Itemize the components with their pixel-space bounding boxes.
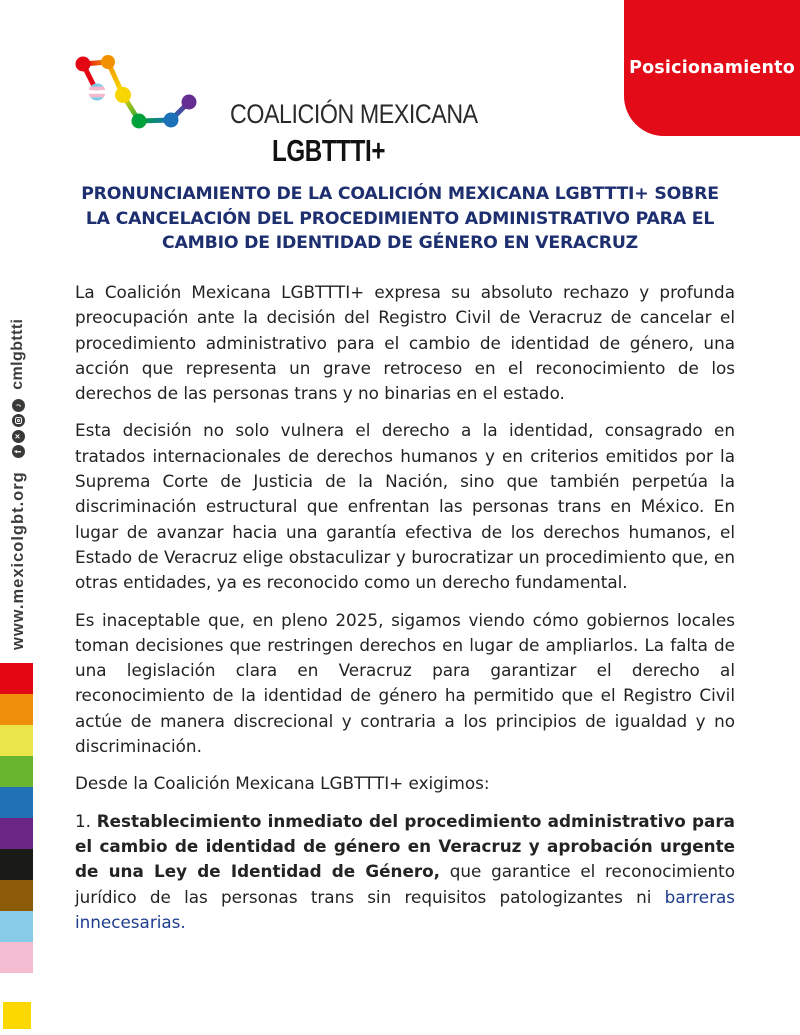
social-icons (12, 399, 25, 459)
facebook-icon[interactable]: f (12, 445, 25, 458)
pride-stripe-block (0, 694, 33, 725)
demand-item-1 (75, 809, 735, 935)
badge-label: Posicionamiento (629, 58, 795, 78)
demand-bold-text: Restablecimiento inmediato del procedimiento administrativo para el cambio de identidad de género en Veracruz y aprobación urgente de una Ley de Identidad de Género, (75, 810, 735, 882)
instagram-icon[interactable] (12, 414, 25, 427)
posicionamiento-badge (624, 0, 800, 136)
demand-link[interactable]: barreras innecesarias. (75, 886, 735, 932)
social-handle[interactable]: cmlgbttti (9, 318, 26, 390)
statement-title-line-1: PRONUNCIAMIENTO DE LA COALICIÓN MEXICANA LGBTTTI+ SOBRE (81, 184, 719, 204)
statement-title (62, 182, 738, 256)
logo-dot-trans (88, 83, 106, 101)
pride-stripe (0, 663, 33, 973)
logo-dot-yellow (115, 87, 131, 103)
x-icon[interactable]: ✕ (12, 430, 25, 443)
yellow-corner-square (3, 1002, 31, 1029)
vertical-side-rail (5, 300, 31, 650)
pride-stripe-block (0, 787, 33, 818)
logo-dot-orange (101, 55, 115, 69)
pride-stripe-block (0, 942, 33, 973)
statement-title-line-3: CAMBIO DE IDENTIDAD DE GÉNERO EN VERACRUZ (161, 233, 638, 253)
statement-title-line-2: LA CANCELACIÓN DEL PROCEDIMIENTO ADMINISTRATIVO PARA EL (85, 208, 715, 229)
pride-stripe-block (0, 725, 33, 756)
paragraph-3: Es inaceptable que, en pleno 2025, sigamos viendo cómo gobiernos locales toman decisiones que restringen derechos en lugar de ampliarlos. La falta de una legislación clara en Veracruz para garantizar el derecho al reconocimiento de la identidad de género ha permitido que el Registro Civil actúe de manera discrecional y contraria a los principios de igualdad y no discriminación. (75, 609, 735, 757)
pride-stripe-block (0, 756, 33, 787)
pride-stripe-block (0, 818, 33, 849)
tiktok-icon[interactable]: ♪ (12, 399, 25, 412)
pride-stripe-block (0, 880, 33, 911)
logo-wordmark: COALICIÓN MEXICANA (230, 99, 478, 129)
logo-network-icon (60, 42, 210, 142)
demand-regular-text: que garantice el reconocimiento jurídico de las personas trans sin requisitos patologizantes ni (75, 861, 735, 907)
demand-number: 1. (75, 810, 97, 831)
pride-stripe-block (0, 849, 33, 880)
paragraph-2: Esta decisión no solo vulnera el derecho a la identidad, consagrado en tratados internacionales de derechos humanos y en criterios emitidos por la Suprema Corte de Justicia de la Nación, sino que también perpetúa la discriminación estructural que enfrentan las personas trans en México. En lugar de avanzar hacia una garantía efectiva de los derechos humanos, el Estado de Veracruz elige obstaculizar y burocratizar un procedimiento que, en otras entidades, ya es reconocido como un derecho fundamental. (75, 420, 735, 593)
logo-dot-purple (182, 95, 197, 110)
statement-body (75, 280, 735, 947)
logo-dot-green (132, 114, 147, 129)
logo-acronym: LGBTTTI+ (272, 133, 386, 168)
pride-stripe-block (0, 663, 33, 694)
website-url[interactable]: www.mexicolgbt.org (8, 471, 27, 650)
logo-dot-blue (164, 113, 179, 128)
paragraph-1: La Coalición Mexicana LGBTTTI+ expresa su absoluto rechazo y profunda preocupación ante la decisión del Registro Civil de Veracruz de cancelar el procedimiento administrativo para el cambio de identidad de género, una acción que representa un grave retroceso en el reconocimiento de los derechos de las personas trans y no binarias en el estado. (75, 282, 735, 404)
demands-intro: Desde la Coalición Mexicana LGBTTTI+ exigimos: (75, 773, 490, 794)
logo-dot-red (76, 57, 91, 72)
pride-stripe-block (0, 911, 33, 942)
coalicion-logo (60, 42, 478, 168)
